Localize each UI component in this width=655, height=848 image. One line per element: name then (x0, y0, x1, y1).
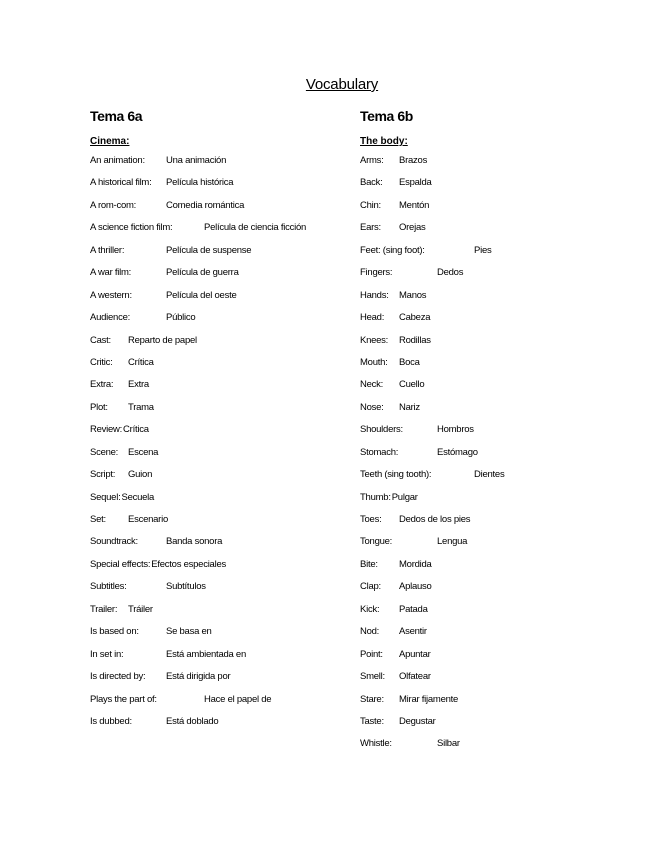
vocab-row (360, 240, 640, 262)
vocab-row (360, 217, 640, 239)
vocab-english: Smell: (360, 671, 385, 683)
vocab-row (90, 262, 350, 284)
vocab-row (90, 442, 350, 464)
vocab-english: Tongue: (360, 536, 393, 548)
vocab-spanish: Espalda (399, 177, 432, 189)
vocab-spanish: Cabeza (399, 312, 431, 324)
vocab-row (90, 374, 350, 396)
vocab-spanish: Trama (128, 401, 154, 413)
vocab-row (90, 307, 350, 329)
vocab-spanish: Brazos (399, 155, 428, 166)
vocab-english: Trailer: (90, 603, 118, 615)
vocab-english: Plays the part of: (90, 693, 157, 705)
vocab-row (90, 330, 350, 352)
vocab-english: Review: (90, 424, 123, 436)
vocab-row (360, 352, 640, 374)
vocab-row (90, 621, 350, 643)
vocab-spanish: Película del oeste (166, 289, 237, 301)
vocab-spanish: Una animación (166, 155, 227, 166)
vocab-spanish: Olfatear (399, 671, 431, 683)
vocab-spanish: Pies (474, 244, 492, 256)
vocab-english: Plot: (90, 401, 108, 413)
vocab-english: Is based on: (90, 626, 139, 638)
vocab-english: Stomach: (360, 446, 399, 458)
vocab-english: Mouth: (360, 356, 388, 368)
vocab-spanish: Se basa en (166, 626, 212, 638)
vocab-english: A thriller: (90, 244, 125, 256)
vocab-english: An animation: (90, 155, 145, 166)
vocab-row (360, 509, 640, 531)
vocab-english: Head: (360, 312, 385, 324)
vocab-english: Cast: (90, 334, 111, 346)
vocab-spanish: Escena (128, 446, 159, 458)
vocab-spanish: Asentir (399, 626, 427, 638)
vocab-english: Knees: (360, 334, 389, 346)
column-heading: Tema 6b (360, 108, 413, 124)
vocab-row (360, 644, 640, 666)
vocab-spanish: Secuela (121, 491, 155, 503)
vocab-spanish: Pulgar (391, 491, 418, 503)
vocab-english: Stare: (360, 693, 384, 705)
vocab-english: Is dubbed: (90, 715, 132, 727)
vocab-english: Script: (90, 469, 116, 481)
vocab-english: In set in: (90, 648, 124, 660)
column-heading: Tema 6a (90, 108, 143, 124)
vocab-spanish: Dedos (437, 267, 464, 279)
vocab-english: Bite: (360, 558, 378, 570)
vocab-english: Special effects: (90, 558, 151, 570)
vocab-spanish: Comedia romántica (166, 199, 245, 211)
vocab-spanish: Está ambientada en (166, 648, 247, 660)
vocab-english: Teeth (sing tooth): (360, 469, 432, 481)
vocab-row (90, 644, 350, 666)
vocab-english: Clap: (360, 581, 381, 593)
vocab-spanish: Banda sonora (166, 536, 223, 548)
vocab-row (360, 397, 640, 419)
vocab-spanish: Escenario (128, 514, 168, 525)
vocab-row (360, 262, 640, 284)
vocab-row (360, 464, 640, 486)
vocab-row (90, 195, 350, 217)
vocab-spanish: Dedos de los pies (399, 514, 471, 525)
vocab-row (360, 285, 640, 307)
vocab-spanish: Aplauso (399, 581, 432, 593)
vocab-row (360, 374, 640, 396)
vocab-english: Is directed by: (90, 671, 146, 683)
vocab-spanish: Rodillas (399, 334, 431, 346)
vocab-spanish: Está dirigida por (166, 671, 231, 683)
vocab-row (360, 419, 640, 441)
vocab-english: Audience: (90, 312, 131, 324)
vocab-row (90, 487, 350, 509)
vocab-spanish: Hombros (437, 424, 474, 436)
vocab-spanish: Lengua (437, 536, 468, 548)
vocab-english: Whistle: (360, 738, 392, 750)
vocab-english: Arms: (360, 155, 384, 166)
vocab-row (90, 531, 350, 553)
vocab-spanish: Tráiler (128, 603, 153, 615)
vocab-english: A science fiction film: (90, 222, 173, 234)
vocab-spanish: Crítica (128, 356, 154, 368)
vocab-row (90, 576, 350, 598)
vocab-row (90, 666, 350, 688)
vocab-english: Extra: (90, 379, 114, 391)
vocab-spanish: Mordida (399, 558, 432, 570)
section-subheading: Cinema: (90, 136, 130, 147)
vocab-spanish: Película de ciencia ficción (204, 222, 307, 234)
vocab-row (90, 240, 350, 262)
vocab-row (360, 172, 640, 194)
vocab-row (360, 689, 640, 711)
vocab-english: Taste: (360, 715, 384, 727)
vocab-row (90, 150, 350, 172)
vocab-english: Soundtrack: (90, 536, 138, 548)
vocab-row (90, 419, 350, 441)
vocab-english: Toes: (360, 514, 382, 525)
vocab-row (90, 509, 350, 531)
vocab-spanish: Está doblado (166, 715, 219, 727)
vocab-spanish: Estómago (437, 446, 478, 458)
vocab-row (360, 307, 640, 329)
vocab-english: Back: (360, 177, 383, 189)
vocab-spanish: Efectos especiales (151, 558, 226, 570)
vocab-row (360, 554, 640, 576)
vocab-english: Nod: (360, 626, 380, 638)
vocab-row (90, 352, 350, 374)
vocab-spanish: Nariz (399, 401, 420, 413)
vocab-spanish: Apuntar (399, 648, 431, 660)
vocab-row (360, 666, 640, 688)
vocab-spanish: Manos (399, 289, 427, 301)
vocab-spanish: Público (166, 312, 196, 324)
vocab-english: Kick: (360, 603, 380, 615)
vocab-row (360, 733, 640, 755)
vocab-english: Set: (90, 514, 106, 525)
vocab-english: Nose: (360, 401, 384, 413)
vocab-spanish: Cuello (399, 379, 425, 391)
vocab-spanish: Extra (128, 379, 149, 391)
vocab-row (90, 217, 350, 239)
vocab-spanish: Subtítulos (166, 581, 206, 593)
vocab-row (90, 599, 350, 621)
column-tema-6b (360, 106, 640, 756)
vocab-english: A historical film: (90, 177, 152, 189)
vocab-row (90, 397, 350, 419)
vocab-spanish: Dientes (474, 469, 505, 481)
vocab-english: Neck: (360, 379, 384, 391)
vocab-row (360, 442, 640, 464)
vocab-row (360, 195, 640, 217)
vocab-row (90, 554, 350, 576)
vocab-english: A western: (90, 289, 132, 301)
column-tema-6a (90, 106, 350, 733)
vocab-row (360, 576, 640, 598)
vocab-row (360, 330, 640, 352)
vocab-english: Point: (360, 648, 383, 660)
vocab-list-body (360, 150, 640, 756)
vocab-english: Scene: (90, 446, 119, 458)
vocab-row (90, 464, 350, 486)
vocab-spanish: Boca (399, 356, 420, 368)
page-title: Vocabulary (305, 76, 379, 93)
vocab-english: Chin: (360, 199, 381, 211)
vocab-english: Sequel: (90, 491, 121, 503)
vocab-row (360, 531, 640, 553)
vocab-english: Feet: (sing foot): (360, 244, 425, 256)
vocab-row (90, 689, 350, 711)
vocab-spanish: Orejas (399, 222, 426, 234)
vocab-spanish: Silbar (437, 738, 460, 750)
vocab-list-cinema (90, 150, 350, 733)
vocab-spanish: Patada (399, 603, 428, 615)
vocab-spanish: Reparto de papel (128, 334, 197, 346)
vocab-spanish: Película de guerra (166, 267, 239, 279)
section-subheading: The body: (360, 136, 408, 147)
vocab-row (360, 150, 640, 172)
vocab-spanish: Guion (128, 469, 153, 481)
vocab-spanish: Hace el papel de (204, 693, 272, 705)
vocab-english: A war film: (90, 267, 132, 279)
vocab-spanish: Película histórica (166, 177, 234, 189)
vocab-spanish: Película de suspense (166, 244, 252, 256)
vocab-spanish: Mentón (399, 199, 430, 211)
vocab-spanish: Crítica (123, 424, 149, 436)
vocab-row (90, 285, 350, 307)
vocab-english: Fingers: (360, 267, 393, 279)
vocab-row (360, 599, 640, 621)
vocab-spanish: Mirar fijamente (399, 693, 459, 705)
vocab-english: A rom-com: (90, 199, 137, 211)
vocab-english: Critic: (90, 356, 113, 368)
vocab-row (360, 487, 640, 509)
vocab-row (90, 172, 350, 194)
vocab-english: Ears: (360, 222, 381, 234)
vocab-row (360, 711, 640, 733)
vocab-spanish: Degustar (399, 715, 436, 727)
vocab-row (360, 621, 640, 643)
vocab-english: Shoulders: (360, 424, 403, 436)
vocab-english: Subtitles: (90, 581, 127, 593)
vocab-english: Hands: (360, 289, 389, 301)
vocab-english: Thumb: (360, 491, 391, 503)
vocab-row (90, 711, 350, 733)
